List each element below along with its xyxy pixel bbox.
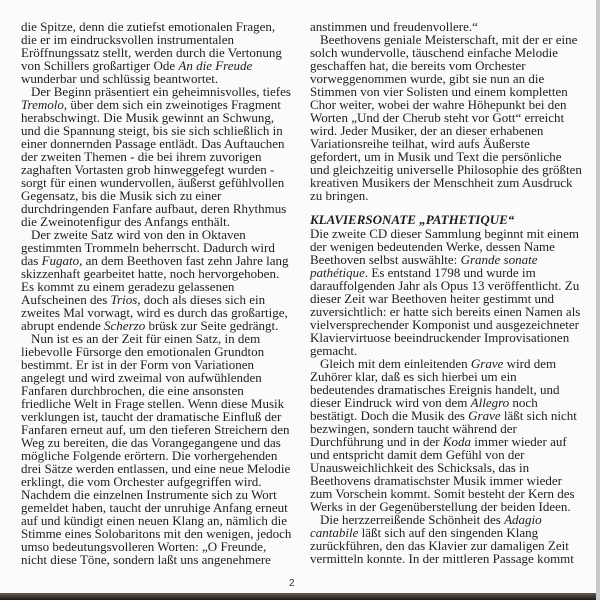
text-line [310,189,585,202]
text-segment: Worten „Und der Cherub steht vor Gott“ erreicht [310,110,565,125]
text-segment: wird dem [503,356,557,371]
text-segment: abrupt endende [21,318,105,333]
text-segment: und entspricht damit dem Gefühl von der [310,447,525,462]
text-segment: drei Sätze werden entlassen, und eine neue Melodie [21,461,291,476]
text-segment: Unausweichlichkeit des Schicksals, das in [310,460,530,475]
text-segment: verklungen ist, taucht der dramatische Einfluß der [21,409,282,424]
text-segment: Zuhörer klar, daß es sich hierbei um ein [310,369,517,384]
text-segment: zum Vorschein kommt. Somit besteht der Kern des [310,486,575,501]
text-segment: geschaffen hat, die bereits vom Orchester [310,58,526,73]
text-segment: KLAVIERSONATE „PATHETIQUE“ [310,212,515,227]
text-segment: Aufscheinen des [21,292,111,307]
text-segment: die er im eindrucksvollen instrumentalen [21,32,234,47]
text-segment: Stimme eines Solobaritons mit den wenigen, jedoch [21,526,292,541]
page-number: 2 [289,578,295,589]
text-segment: Werks in der Gegenüberstellung der beiden Ideen. [310,499,571,514]
text-segment: , doch als dieses sich ein [137,292,266,307]
text-segment: umso bedeutungsvolleren Worten: „O Freunde, [21,539,267,554]
text-segment: das [21,253,42,268]
text-segment: Chor weiter, wobei der wahre Höhepunkt bei den [310,97,567,112]
text-segment: Variationsreihe teilhat, wird aufs Äußerste [310,136,530,151]
text-segment: Nachdem die einzelnen Instrumente sich zu Wort [21,487,277,502]
text-segment: Durchführung und in der [310,434,443,449]
text-segment: Nun ist es an der Zeit für einen Satz, in dem [31,331,261,346]
italic-term: Tremolo [21,97,64,112]
text-segment: Beethovens geniale Meisterschaft, mit der er eine [320,32,578,47]
text-line [21,553,283,566]
text-segment: gemacht. [310,343,358,358]
text-segment: sorgt für einen wundervollen, äußerst gefühlvollen [21,175,285,190]
text-segment: zweites Mal vorwagt, wird es durch das großartige, [21,305,288,320]
italic-term: Grave [470,356,504,371]
italic-term: Grave [468,408,501,423]
text-segment: liebevolle Fürsorge den emotionalen Grundton [21,344,265,359]
text-segment: Stimmen von vier Solisten und einem kompletten [310,84,568,99]
italic-term: pathétique [310,265,365,280]
page-right-edge-shadow [596,0,600,600]
italic-term: Allegro [470,395,510,410]
text-segment: anstimmen und freudenvollere.“ [310,19,478,34]
text-segment: gefordert, um in Musik und Text die persönliche [310,149,562,164]
text-segment: Eröffnungssatz stellt, werden durch die Vertonung [21,45,282,60]
text-segment: gemeldet haben, taucht der unruhige Anfang erneut [21,500,288,515]
text-segment: bestimmt. Er ist in der Form von Variationen [21,357,255,372]
italic-term: An die Freude [178,58,253,73]
text-segment: kreativen Musikers der Menschheit zum Ausdruck [310,175,573,190]
italic-term: Fugato [41,253,80,268]
text-segment: gestimmten Trommeln beherrscht. Dadurch wird [21,240,275,255]
text-segment: Gleich mit dem einleitenden [320,356,471,371]
text-segment: bedeutendes dramatisches Ereignis handelt, und [310,382,560,397]
text-segment: friedliche Welt in Frage stellen. Wenn diese Musik [21,396,285,411]
text-segment: Beethoven selbst auswählte: [310,252,461,267]
text-segment: wird. Jeder Musiker, der an dieser erhabenen [310,123,544,138]
text-segment: der wenigen bedeutenden Werke, dessen Name [310,239,555,254]
text-segment: herabschwingt. Die Musik gewinnt an Schwung, [21,110,275,125]
text-segment: auf und kündigt einen neuen Klang an, nämlich die [21,513,288,528]
text-segment: . Es entstand 1798 und wurde im [364,265,536,280]
text-segment: erklingt, die vom Orchester aufgegriffen wird. [21,474,262,489]
section-heading [310,213,585,227]
text-segment: Der zweite Satz wird von den in Oktaven [31,227,246,242]
text-segment: Fanfaren erneut auf, um den tieferen Streichern den [21,422,290,437]
text-segment: Klaviervirtuose beeindruckender Improvisationen [310,330,570,345]
text-segment: solch wundervolle, täuschend einfache Melodie [310,45,558,60]
text-segment: , über dem sich ein zweinotiges Fragment [63,97,281,112]
text-segment: Die herzzerreißende Schönheit des [320,512,505,527]
text-segment: immer wieder auf [471,434,567,449]
text-segment: zaghaften Vortasten grob hinweggefegt wurden - [21,162,275,177]
text-segment: vermitteln konnte. In der mittleren Passage kommt [310,551,574,566]
left-text-column [21,19,292,567]
text-segment: und die Spannung steigt, bis sie sich schließlich in [21,123,283,138]
text-segment: zurückführen, den das Klavier zur damaligen Zeit [310,538,569,553]
text-segment: dieser Zeit war Beethoven heiter gestimmt und [310,291,555,306]
text-segment: mögliche Folgende erörtern. Die vorhergehenden [21,448,278,463]
text-segment: läßt sich nicht [500,408,577,423]
text-segment: von Schillers großartiger Ode [21,58,179,73]
italic-term: Adagio [504,512,542,527]
text-segment: die Spitze, denn die zutiefst emotionalen Fragen, [21,19,276,34]
text-segment: läßt sich auf den singenden Klang [358,525,539,540]
text-segment: Weg zu bereiten, die das Vorangegangene und das [21,435,281,450]
text-segment: darauffolgenden Jahr als Opus 13 veröffentlicht. Zu [310,278,580,293]
page-bottom-edge [0,593,600,600]
text-segment: zuversichtlich: er hatte sich bereits einen Namen als [310,304,581,319]
text-segment: vorweggenommen wurde, gibt sie nun an die [310,71,545,86]
text-line [310,552,585,565]
text-segment: noch [509,395,538,410]
text-segment: wunderbar und schlüssig beantwortet. [21,71,219,86]
text-segment: angelegt und wird zweimal von aufwühlenden [21,370,262,385]
text-segment: Der Beginn präsentiert ein geheimnisvolles, tiefes [31,84,291,99]
text-segment: , an dem Beethoven fast zehn Jahre lang [79,253,289,268]
text-segment: durchdringenden Fanfare aufbaut, deren Rhythmus [21,201,287,216]
text-segment: bezwingen, sondern taucht während der [310,421,517,436]
text-segment: Beethovens dramatischster Musik immer wieder [310,473,562,488]
italic-term: Trios [110,292,138,307]
text-segment: zu bringen. [310,188,369,203]
text-segment: Gegensatz, bis die Musik sich zu einer [21,188,222,203]
right-text-column [310,20,585,565]
text-segment: brüsk zur Seite gedrängt. [145,318,279,333]
text-segment: der zweiten Themen - die bei ihrem zuvorigen [21,149,262,164]
italic-term: Koda [442,434,472,449]
italic-term: Scherzo [104,318,146,333]
text-segment: Fanfaren durchbrochen, die eine ansonsten [21,383,244,398]
text-segment: nicht diese Töne, sondern laßt uns angenehmere [21,552,271,567]
italic-term: Grande sonate [460,252,538,267]
text-segment: vielversprechender Komponist und ausgezeichneter [310,317,579,332]
text-segment: die Zweinotenfigur des Anfangs enthält. [21,214,231,229]
text-segment: einer donnernden Passage entlädt. Das Auftauchen [21,136,285,151]
text-segment: Die zweite CD dieser Sammlung beginnt mit einem [310,226,579,241]
italic-term: cantabile [310,525,359,540]
text-segment: und gleichzeitig universelle Philosophie des größten [310,162,582,177]
text-segment: bestätigt. Doch die Musik des [310,408,469,423]
text-segment: Es kommt zu einem geradezu gelassenen [21,279,235,294]
text-segment: skizzenhaft gearbeitet hatte, noch hervorgehoben. [21,266,280,281]
text-segment: dieser Eindruck wird von dem [310,395,471,410]
